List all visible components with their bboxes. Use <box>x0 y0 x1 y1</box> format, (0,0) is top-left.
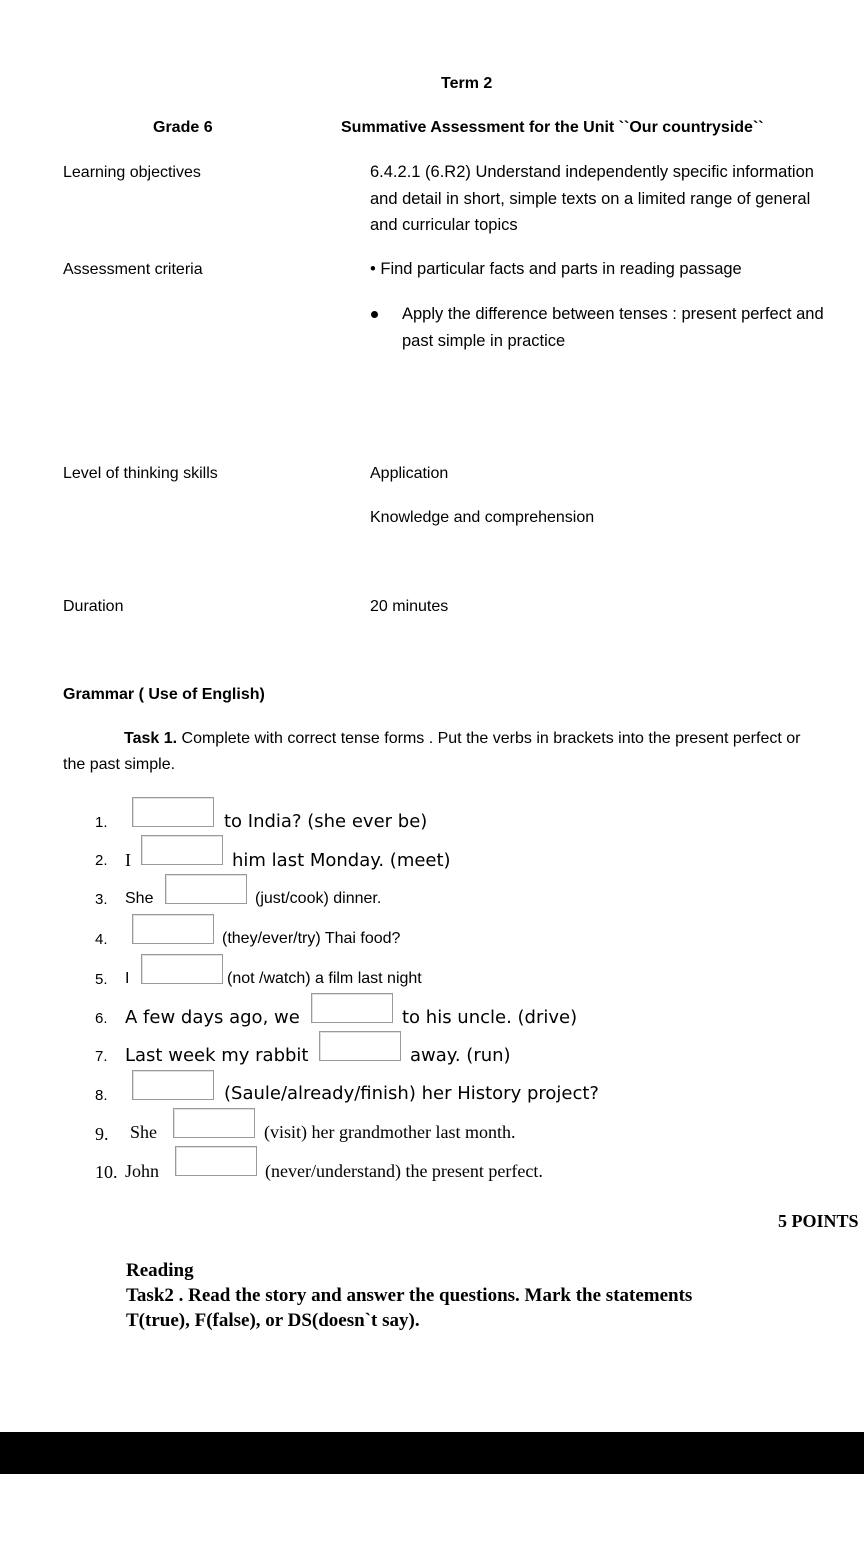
item-prefix: I <box>125 970 130 987</box>
criteria-item-2-line-1: Apply the difference between tenses : present perfect and <box>402 305 824 323</box>
answer-box-7[interactable] <box>319 1031 401 1061</box>
duration-value: 20 minutes <box>370 598 449 615</box>
item-prefix: She <box>130 1122 157 1142</box>
duration-label: Duration <box>63 598 124 615</box>
assessment-title: Summative Assessment for the Unit ``Our countryside`` <box>341 119 764 136</box>
answer-box-9[interactable] <box>173 1108 255 1138</box>
item-suffix: (Saule/already/finish) her History project? <box>224 1083 599 1104</box>
task2-instruction-line-2: T(true), F(false), or DS(doesn`t say). <box>126 1310 420 1331</box>
item-number: 9. <box>95 1124 109 1144</box>
task1-label: Task 1. <box>124 730 178 747</box>
item-prefix: She <box>125 890 154 907</box>
item-number: 4. <box>95 931 108 948</box>
item-suffix: away. (run) <box>410 1045 511 1066</box>
answer-box-3[interactable] <box>165 874 247 904</box>
answer-box-1[interactable] <box>132 797 214 827</box>
item-prefix: Last week my rabbit <box>125 1045 309 1066</box>
item-suffix: (they/ever/try) Thai food? <box>222 930 401 947</box>
item-number: 3. <box>95 891 108 908</box>
task1-instruction-cont: the past simple. <box>63 756 176 773</box>
item-number: 7. <box>95 1048 108 1065</box>
item-suffix: (visit) her grandmother last month. <box>264 1122 516 1142</box>
grammar-heading: Grammar ( Use of English) <box>63 686 265 703</box>
answer-box-5[interactable] <box>141 954 223 984</box>
item-suffix: to India? (she ever be) <box>224 811 428 832</box>
learning-objectives-line-1: 6.4.2.1 (6.R2) Understand independently specific information <box>370 163 814 181</box>
item-number: 10. <box>95 1162 118 1182</box>
answer-box-4[interactable] <box>132 914 214 944</box>
task2-instruction-line-1: Task2 . Read the story and answer the questions. Mark the statements <box>126 1285 693 1306</box>
item-suffix: him last Monday. (meet) <box>232 850 451 871</box>
learning-objectives-line-3: and curricular topics <box>370 216 518 234</box>
task1-text: Complete with correct tense forms . Put the verbs in brackets into the present perfect or <box>177 730 801 747</box>
item-number: 1. <box>95 814 108 831</box>
item-suffix: to his uncle. (drive) <box>402 1007 578 1028</box>
item-suffix: (just/cook) dinner. <box>255 890 382 907</box>
item-suffix: (not /watch) a film last night <box>227 970 422 987</box>
item-prefix: A few days ago, we <box>125 1007 300 1028</box>
answer-box-6[interactable] <box>311 993 393 1023</box>
learning-objectives-line-2: and detail in short, simple texts on a limited range of general <box>370 190 811 208</box>
bullet-icon <box>371 311 378 318</box>
item-number: 8. <box>95 1087 108 1104</box>
assessment-criteria-label: Assessment criteria <box>63 261 203 278</box>
thinking-skill-knowledge: Knowledge and comprehension <box>370 509 595 526</box>
answer-box-8[interactable] <box>132 1070 214 1100</box>
answer-box-2[interactable] <box>141 835 223 865</box>
term-label: Term 2 <box>441 75 493 92</box>
thinking-skills-label: Level of thinking skills <box>63 465 218 482</box>
item-number: 5. <box>95 971 108 988</box>
item-suffix: (never/understand) the present perfect. <box>265 1161 543 1181</box>
item-prefix: John <box>125 1161 160 1181</box>
item-number: 6. <box>95 1010 108 1027</box>
learning-objectives-label: Learning objectives <box>63 164 201 181</box>
item-prefix: I <box>125 850 131 870</box>
item-number: 2. <box>95 852 108 869</box>
criteria-item-2-line-2: past simple in practice <box>402 332 566 350</box>
criteria-item-1: • Find particular facts and parts in reading passage <box>370 260 742 278</box>
answer-box-10[interactable] <box>175 1146 257 1176</box>
bottom-black-bar <box>0 1432 864 1474</box>
reading-heading: Reading <box>126 1260 194 1281</box>
task1-instruction <box>124 730 800 748</box>
grade-label: Grade 6 <box>153 119 213 136</box>
points-label: 5 POINTS <box>778 1211 859 1231</box>
thinking-skill-application: Application <box>370 465 449 482</box>
